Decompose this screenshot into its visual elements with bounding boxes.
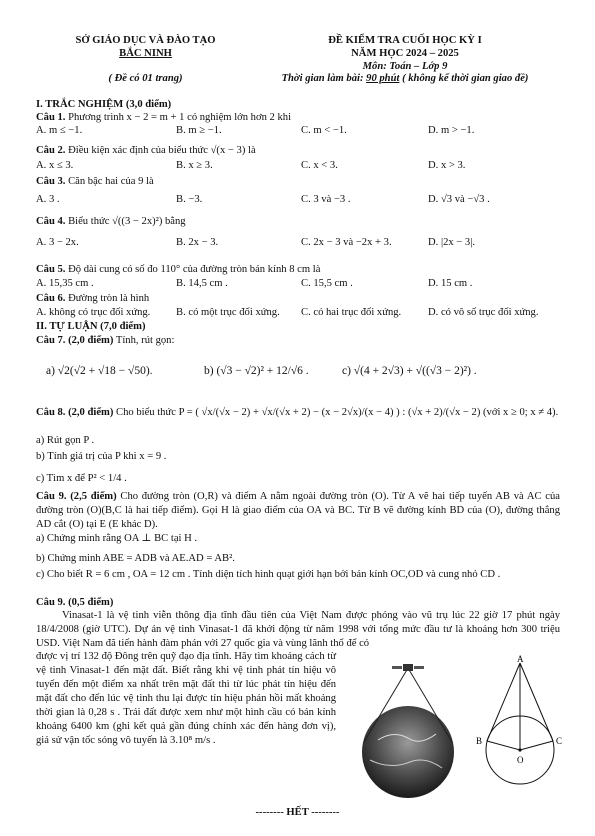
q4-label: Câu 4. bbox=[36, 216, 66, 227]
department-name: SỞ GIÁO DỤC VÀ ĐÀO TẠO bbox=[75, 35, 216, 46]
q2-option-b: B. x ≥ 3. bbox=[176, 160, 213, 171]
satellite-icon bbox=[403, 664, 413, 671]
q5-option-d: D. 15 cm . bbox=[428, 278, 473, 289]
q4-stem bbox=[36, 215, 563, 229]
q8-item-a: a) Rút gọn P . bbox=[36, 435, 95, 446]
q4-option-c: C. 2x − 3 và −2x + 3. bbox=[301, 237, 392, 248]
q8-label: Câu 8. (2,0 điểm) bbox=[36, 407, 114, 418]
q9b-label: Câu 9. (0,5 điểm) bbox=[36, 597, 114, 608]
q7-text: Tính, rút gọn: bbox=[115, 335, 175, 346]
q4-text: Biểu thức √((3 − 2x)²) bằng bbox=[68, 216, 186, 227]
part1-heading: I. TRẮC NGHIỆM (3,0 điểm) bbox=[36, 99, 172, 110]
q2-stem bbox=[36, 144, 563, 158]
q6-option-b: B. có một trục đối xứng. bbox=[176, 307, 280, 318]
q3-option-d: D. √3 và −√3 . bbox=[428, 194, 490, 205]
q1-label: Câu 1. bbox=[36, 112, 66, 123]
q7-item-b: b) (√3 − √2)² + 12/√6 . bbox=[204, 365, 309, 377]
q2-option-d: D. x > 3. bbox=[428, 160, 466, 171]
q5-stem bbox=[36, 263, 563, 277]
satellite-earth-figure bbox=[348, 660, 468, 800]
time-value: 90 phút bbox=[366, 73, 400, 84]
q9a-label: Câu 9. (2,5 điểm) bbox=[36, 491, 117, 502]
earth-sphere bbox=[362, 706, 454, 798]
q5-option-c: C. 15,5 cm . bbox=[301, 278, 353, 289]
exam-title: ĐỀ KIỂM TRA CUỐI HỌC KỲ I bbox=[328, 35, 482, 46]
province-name: BẮC NINH bbox=[119, 48, 172, 59]
q3-stem bbox=[36, 175, 563, 189]
q9b-paragraph-1: Vinasat-1 là vệ tinh viễn thông địa tĩnh đầu tiên của Việt Nam được phóng vào vũ trụ lúc 22 giờ 17 phút ngày 18/4/2008 (giờ UTC). Dự án vệ tinh Vinasat-1 đã khởi động từ năm 1998 với tổng mức đầu tư là khoảng hơn 300 triệu USD. Việt Nam đã tiến hành đàm phán với 27 quốc gia và vùng lãnh thổ để có bbox=[36, 610, 560, 649]
part2-heading: II. TỰ LUẬN (7,0 điểm) bbox=[36, 321, 146, 332]
q8-item-b: b) Tính giá trị của P khi x = 9 . bbox=[36, 451, 167, 462]
q8-condition: (với x ≥ 0; x ≠ 4). bbox=[483, 407, 559, 418]
q5-option-b: B. 14,5 cm . bbox=[176, 278, 228, 289]
q3-option-c: C. 3 và −3 . bbox=[301, 194, 351, 205]
label-c: C bbox=[556, 736, 563, 746]
q6-option-a: A. không có trục đối xứng. bbox=[36, 307, 151, 318]
q4-option-a: A. 3 − 2x. bbox=[36, 237, 79, 248]
q2-option-a: A. x ≤ 3. bbox=[36, 160, 74, 171]
q5-label: Câu 5. bbox=[36, 264, 66, 275]
q3-option-a: A. 3 . bbox=[36, 194, 60, 205]
q3-option-b: B. −3. bbox=[176, 194, 203, 205]
q6-options bbox=[36, 306, 563, 320]
q9a-item-b: b) Chứng minh ABE = ADB và AE.AD = AB². bbox=[36, 553, 235, 564]
q1-option-a: A. m ≤ −1. bbox=[36, 125, 83, 136]
subject-line: Môn: Toán – Lớp 9 bbox=[362, 61, 448, 72]
end-marker: -------- HẾT -------- bbox=[255, 807, 340, 818]
q2-options bbox=[36, 159, 563, 173]
q6-text: Đường tròn là hình bbox=[68, 293, 150, 304]
q3-label: Câu 3. bbox=[36, 176, 66, 187]
q7-item-c: c) √(4 + 2√3) + √((√3 − 2)²) . bbox=[342, 365, 477, 377]
q2-text: Điều kiện xác định của biểu thức √(x − 3) là bbox=[68, 145, 256, 156]
q1-option-c: C. m < −1. bbox=[301, 125, 347, 136]
school-year: NĂM HỌC 2024 – 2025 bbox=[351, 48, 459, 59]
q4-option-b: B. 2x − 3. bbox=[176, 237, 219, 248]
time-label: Thời gian làm bài: bbox=[281, 73, 364, 84]
q7-label: Câu 7. (2,0 điểm) bbox=[36, 335, 114, 346]
q1-stem bbox=[36, 111, 563, 125]
q9a-text: Cho đường tròn (O,R) và điểm A nằm ngoài đường tròn (O). Từ A vẽ hai tiếp tuyến AB và AC của đường tròn (O)(B,C là hai tiếp điểm). Gọi H là giao điểm của OA và BC. Từ B vẽ đường kính BD của (O), đường thẳng AD cắt (O) tại E (E khác D). bbox=[36, 491, 560, 530]
time-line bbox=[250, 72, 560, 86]
q9a-stem bbox=[36, 490, 560, 532]
q8-item-c: c) Tìm x để P² < 1/4 . bbox=[36, 473, 127, 484]
q5-option-a: A. 15,35 cm . bbox=[36, 278, 94, 289]
pages-note: ( Đề có 01 trang) bbox=[108, 73, 183, 84]
q8-text: Cho biểu thức P = ( √x/(√x − 2) + √x/(√x + 2) − (x − 2√x)/(x − 4) ) : (√x + 2)/(√x − 2) bbox=[116, 407, 481, 418]
q7-stem bbox=[36, 334, 563, 348]
q9b-paragraph-2: được vị trí 132 độ Đông trên quỹ đạo địa tĩnh. Hãy tìm khoảng cách từ vệ tinh Vinasat-1 đến mặt đất. Biết rằng khi vệ tinh phát tín hiệu vô tuyến đến một điểm xa nhất trên mặt đất thì từ lúc phát tín hiệu đến mặt đất cho đến lúc vệ tinh thu lại được tín hiệu phản hồi mất khoảng thời gian là 0,28 s . Trái đất được xem như một hình cầu có bán kính khoảng 6400 km (ghi kết quả gần đúng chính xác đến hàng đơn vị), giả sử vận tốc sóng vô tuyến là 3.10⁸ m/s . bbox=[36, 651, 336, 746]
q9a-item-c: c) Cho biết R = 6 cm , OA = 12 cm . Tính diện tích hình quạt giới hạn bởi bán kính OC,OD và cung nhỏ CD . bbox=[36, 569, 501, 580]
q7-items bbox=[36, 364, 563, 380]
q1-option-d: D. m > −1. bbox=[428, 125, 475, 136]
label-o: O bbox=[517, 755, 524, 765]
q6-option-d: D. có vô số trục đối xứng. bbox=[428, 307, 539, 318]
q7-item-a: a) √2(√2 + √18 − √50). bbox=[46, 365, 153, 377]
q2-label: Câu 2. bbox=[36, 145, 66, 156]
q8-stem bbox=[36, 406, 563, 420]
q5-options bbox=[36, 277, 563, 291]
time-note: ( không kể thời gian giao đề) bbox=[402, 73, 529, 84]
q4-options bbox=[36, 236, 563, 250]
q6-stem bbox=[36, 292, 563, 306]
label-b: B bbox=[476, 736, 483, 746]
q6-label: Câu 6. bbox=[36, 293, 66, 304]
q3-options bbox=[36, 193, 563, 207]
q1-option-b: B. m ≥ −1. bbox=[176, 125, 222, 136]
q4-option-d: D. |2x − 3|. bbox=[428, 237, 475, 248]
q1-text: Phương trình x − 2 = m + 1 có nghiệm lớn hơn 2 khi bbox=[68, 112, 292, 123]
q3-text: Căn bậc hai của 9 là bbox=[68, 176, 154, 187]
label-a: A bbox=[517, 655, 524, 664]
q9a-item-a: a) Chứng minh rằng OA ⊥ BC tại H . bbox=[36, 533, 198, 544]
q5-text: Độ dài cung có số đo 110° của đường tròn bán kính 8 cm là bbox=[68, 264, 321, 275]
q6-option-c: C. có hai trục đối xứng. bbox=[301, 307, 402, 318]
q2-option-c: C. x < 3. bbox=[301, 160, 338, 171]
q1-options bbox=[36, 124, 563, 138]
tangent-geometry-diagram bbox=[470, 655, 570, 795]
